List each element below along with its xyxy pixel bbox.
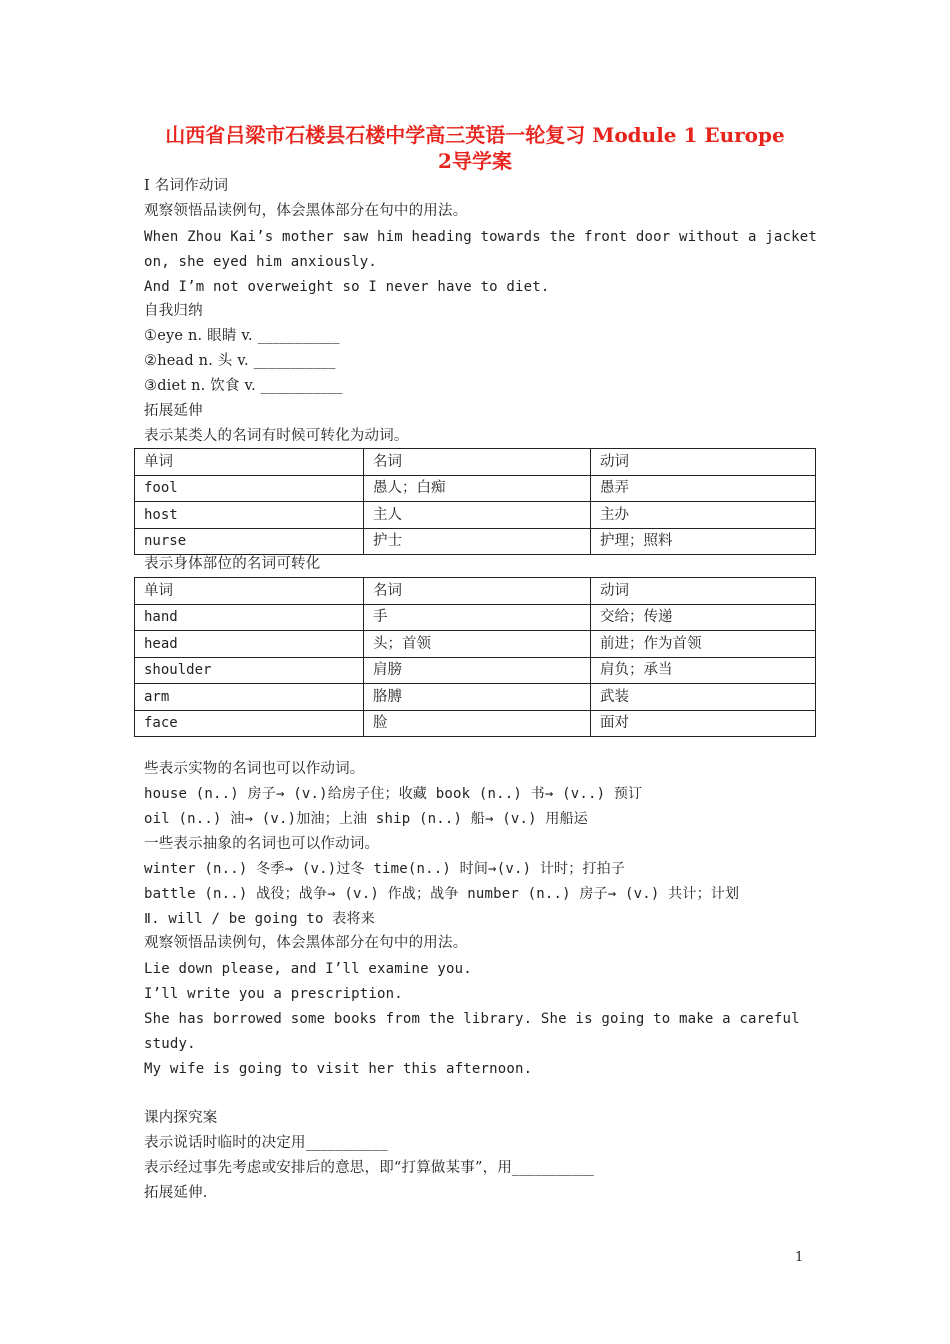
header-cell: 动词 — [591, 578, 816, 605]
cell-noun: 胳膊 — [364, 684, 591, 711]
example-sentence-1a: When Zhou Kai’s mother saw him heading towards the front door without a jacket — [144, 229, 818, 245]
section-2-intro: 观察领悟品读例句，体会黑体部分在句中的用法。 — [144, 935, 468, 951]
fill-in-line: 表示说话时临时的决定用___________ — [144, 1135, 388, 1151]
extend-heading: 拓展延伸 — [144, 403, 203, 419]
cell-verb: 愚弄 — [591, 475, 816, 502]
cell-noun: 脸 — [364, 710, 591, 737]
header-cell: 单词 — [135, 578, 364, 605]
table-row — [135, 631, 816, 658]
document-title — [100, 122, 850, 174]
table-2-caption: 表示身体部位的名词可转化 — [144, 556, 321, 572]
table-body-part-nouns — [134, 577, 816, 737]
cell-word: shoulder — [135, 657, 364, 684]
cell-word: nurse — [135, 528, 364, 555]
table-row — [135, 528, 816, 555]
cell-word: hand — [135, 604, 364, 631]
noun-verb-example-line: house (n..) 房子→ (v.)给房子住；收藏 book (n..) 书→ (v..) 预订 — [144, 786, 643, 802]
cell-verb: 前进；作为首领 — [591, 631, 816, 658]
cell-noun: 手 — [364, 604, 591, 631]
example-sentence: I’ll write you a prescription. — [144, 986, 403, 1002]
extend-heading: 拓展延伸. — [144, 1185, 208, 1201]
cell-verb: 交给；传递 — [591, 604, 816, 631]
example-sentence-1b: on, she eyed him anxiously. — [144, 254, 377, 270]
section-2-heading: Ⅱ. will / be going to 表将来 — [144, 911, 375, 927]
header-cell: 名词 — [364, 578, 591, 605]
cell-word: host — [135, 502, 364, 529]
table-header-row — [135, 578, 816, 605]
summary-item-eye: ①eye n. 眼睛 v. ___________ — [144, 328, 340, 344]
section-1-heading: Ⅰ 名词作动词 — [144, 178, 229, 194]
noun-verb-example-line: battle (n..) 战役；战争→ (v.) 作战；战争 number (n..) 房子→ (v.) 共计；计划 — [144, 886, 740, 902]
summary-item-diet: ③diet n. 饮食 v. ___________ — [144, 378, 343, 394]
example-sentence: She has borrowed some books from the library. She is going to make a careful — [144, 1011, 800, 1027]
cell-verb: 肩负；承当 — [591, 657, 816, 684]
cell-noun: 护士 — [364, 528, 591, 555]
table-row — [135, 502, 816, 529]
table-row — [135, 604, 816, 631]
section-1-intro: 观察领悟品读例句，体会黑体部分在句中的用法。 — [144, 203, 468, 219]
table-row — [135, 657, 816, 684]
example-sentence: study. — [144, 1036, 196, 1052]
table-row — [135, 684, 816, 711]
table-row — [135, 710, 816, 737]
summary-item-head: ②head n. 头 v. ___________ — [144, 353, 336, 369]
noun-verb-example-line: winter (n..) 冬季→ (v.)过冬 time(n..) 时间→(v.) 计时；打拍子 — [144, 861, 626, 877]
cell-verb: 武装 — [591, 684, 816, 711]
cell-word: head — [135, 631, 364, 658]
title-line-1: 山西省吕梁市石楼县石楼中学高三英语一轮复习 Module 1 Europe — [165, 123, 785, 147]
table-people-nouns — [134, 448, 816, 555]
cell-verb: 护理；照料 — [591, 528, 816, 555]
header-cell: 动词 — [591, 449, 816, 476]
cell-word: face — [135, 710, 364, 737]
cell-noun: 肩膀 — [364, 657, 591, 684]
header-cell: 名词 — [364, 449, 591, 476]
table-row — [135, 475, 816, 502]
cell-noun: 头；首领 — [364, 631, 591, 658]
cell-verb: 面对 — [591, 710, 816, 737]
cell-noun: 主人 — [364, 502, 591, 529]
cell-word: arm — [135, 684, 364, 711]
example-sentence: My wife is going to visit her this afternoon. — [144, 1061, 533, 1077]
table-header-row — [135, 449, 816, 476]
table-1-caption: 表示某类人的名词有时候可转化为动词。 — [144, 428, 409, 444]
cell-noun: 愚人；白痴 — [364, 475, 591, 502]
abstract-nouns-note: 一些表示抽象的名词也可以作动词。 — [144, 836, 380, 852]
example-sentence-2: And I’m not overweight so I never have to diet. — [144, 279, 550, 295]
cell-verb: 主办 — [591, 502, 816, 529]
noun-verb-example-line: oil (n..) 油→ (v.)加油；上油 ship (n..) 船→ (v.) 用船运 — [144, 811, 589, 827]
title-line-2: 2导学案 — [438, 149, 512, 173]
example-sentence: Lie down please, and I’ll examine you. — [144, 961, 472, 977]
summary-heading: 自我归纳 — [144, 303, 203, 319]
header-cell: 单词 — [135, 449, 364, 476]
fill-in-line: 表示经过事先考虑或安排后的意思，即“打算做某事”，用___________ — [144, 1160, 594, 1176]
page-number: 1 — [795, 1250, 804, 1265]
cell-word: fool — [135, 475, 364, 502]
concrete-nouns-note: 些表示实物的名词也可以作动词。 — [144, 761, 365, 777]
section-3-heading: 课内探究案 — [144, 1110, 218, 1126]
